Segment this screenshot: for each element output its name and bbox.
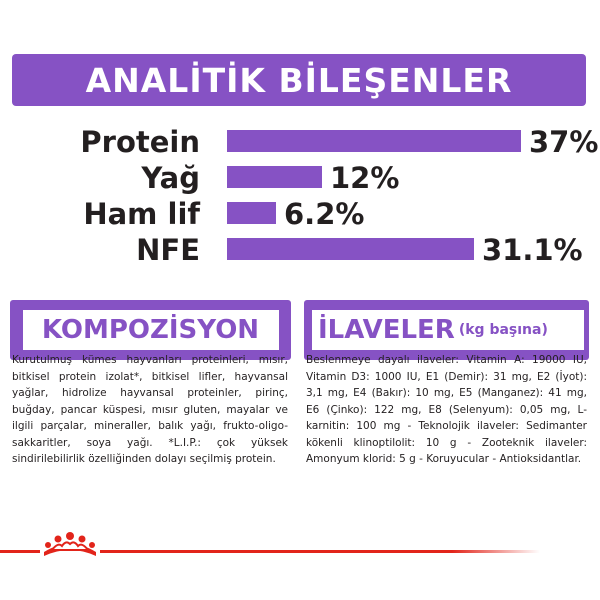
footer-divider-right (100, 550, 540, 553)
analytical-header (12, 54, 586, 106)
footer-divider-left (0, 550, 40, 553)
nutrient-value: 12% (330, 161, 400, 195)
nutrient-value: 31.1% (482, 233, 583, 267)
composition-text: Kurutulmuş kümes hayvanları proteinleri, mısır, bitkisel protein izolat*, bitkisel lifler, hayvansal yağlar, hidrolize hayvansal proteinler, pirinç, buğday, pancar küspesi, mısır gluten, mayalar ve ilgili parçalar, mineraller, balık yağı, frukto-oligo-sakkaritler, soya yağı. *L.I.P.: çok yüksek sindirilebilirlik özelliğinden dolayı seçilmiş protein. (12, 354, 288, 465)
additives-subtitle: (kg başına) (458, 322, 548, 338)
nutrient-label: Ham lif (83, 197, 200, 231)
additives-title-box (312, 310, 584, 350)
nutrient-row-nfe (0, 233, 600, 267)
nutrient-bar (227, 130, 521, 152)
nutrient-label: Protein (80, 125, 200, 159)
additives-title: İLAVELER (318, 315, 455, 345)
nutrient-row-fat (0, 161, 600, 195)
nutrient-bar (227, 238, 474, 260)
nutrient-bar (227, 166, 322, 188)
additives-text: Beslenmeye dayalı ilaveler: Vitamin A: 19000 IU, Vitamin D3: 1000 IU, E1 (Demir): 31 mg, E2 (İyot): 3,1 mg, E4 (Bakır): 10 mg, E5 (Manganez): 41 mg, E6 (Çinko): 122 mg, E8 (Selenyum): 0,05 mg, L-karnitin: 100 mg - Teknolojik ilaveler: Sedimanter kökenli klinoptilolit: 10 g - Zooteknik ilaveler: Amonyum klorid: 5 g - Koruyucular - Antioksidantlar. (306, 354, 587, 465)
nutrient-label: NFE (136, 233, 200, 267)
analytical-title: ANALİTİK BİLEŞENLER (85, 60, 513, 100)
additives-header (304, 300, 589, 360)
composition-header (10, 300, 291, 360)
nutrient-value: 37% (529, 125, 599, 159)
nutrient-label: Yağ (141, 161, 200, 195)
composition-title: KOMPOZİSYON (41, 315, 260, 345)
nutrient-value: 6.2% (284, 197, 365, 231)
nutrient-bar (227, 202, 276, 224)
nutrient-row-protein (0, 125, 600, 159)
composition-title-box (23, 310, 279, 350)
crown-icon (38, 530, 102, 560)
nutrient-row-fiber (0, 197, 600, 231)
